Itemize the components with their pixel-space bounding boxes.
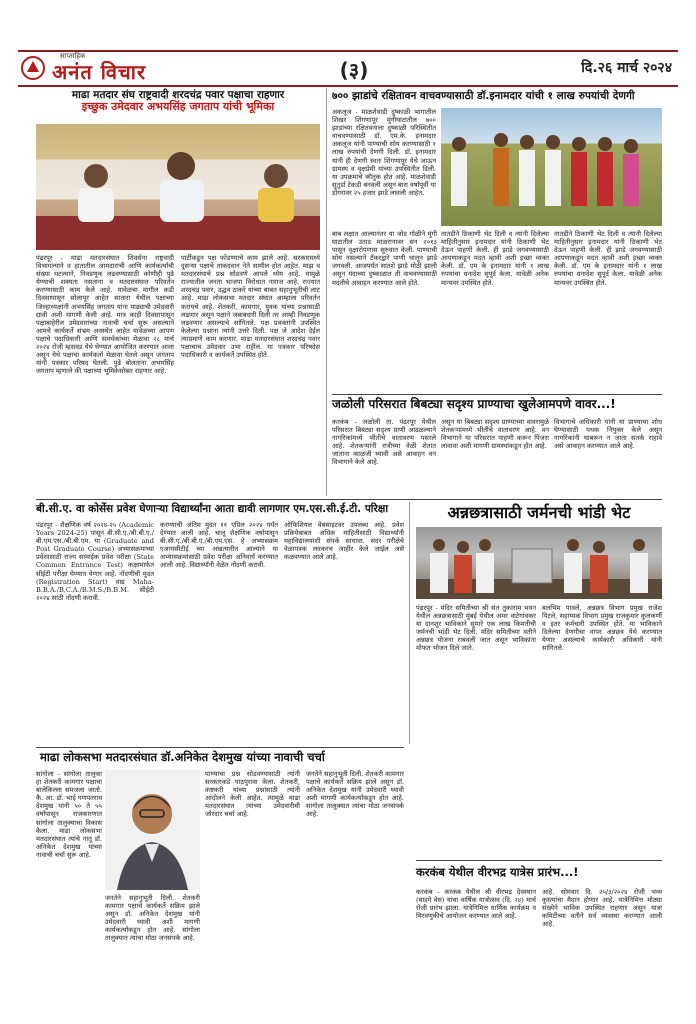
article-2-headline: ७०० झाडांचे रक्षितावन वाचवण्यासाठी डॉ.इनामदार यांची १ लाख रुपयांची देणगी <box>332 90 635 102</box>
article-2-body-col4: तातडीने ठिकाणी भेट दिली व त्यांनी दिलेल्या माहितीनुसार इनामदार यांनी ठिकाणी भेट देऊन पाहणी केली. ही झाडे जगवण्यासाठी आपणाकडून मदत व्हावी अशी इच्छा व्यक्त केली. डॉ. एम के इनामदार यांनी १ लाख रुपयांचा धनादेश सुपूर्द केला. यावेळी अनेक मान्यवर उपस्थित होते. <box>554 230 662 287</box>
issue-date: दि.२६ मार्च २०२४ <box>581 60 672 76</box>
article-6-body-col2: जनतेने सहानुभूती दिली. शेतकरी कामगार पक्षाचे कार्यकर्ते सक्रिय झाले असून डॉ. अनिकेत देशमुख यांनी उमेदवारी घ्यावी अशी मागणी कार्यकर्त्यांकडून होत आहे. सांगोला तालुक्यात त्यांचा मोठा जनसंपर्क आहे. <box>105 894 200 943</box>
article-2-body-col3: तातडीने ठिकाणी भेट दिली व त्यांनी दिलेल्या माहितीनुसार इनामदार यांनी ठिकाणी भेट देऊन पाहणी केली. ही झाडे जगवण्यासाठी आपणाकडून मदत व्हावी अशी इच्छा व्यक्त केली. डॉ. एम के इनामदार यांनी १ लाख रुपयांचा धनादेश सुपूर्द केला. यावेळी अनेक मान्यवर उपस्थित होते. <box>441 230 549 287</box>
masthead-brand <box>18 52 193 84</box>
logo-icon <box>20 55 46 81</box>
article-4-body-col1: पंढरपूर - शैक्षणिक वर्ष २०२४-२५ (Academic Years 2024-25) पासून बी.सी.ए./बी.बी.ए./बी.एम.एस./बी.बी.एम. या (Graduate and Post Graduate Course) अभ्यासक्रमाच्या प्रवेशासाठी राज्य सामाईक प्रवेश परीक्षा (State Common Entrance Test) कक्षामार्फत सीईटी परीक्षा घेण्यात येणार आहे. नोंदणीची मुदत (Registration Start) वाढ Maha-B.B.A./B.C.A./B.M.S./B.B.M. सीईटी २०२४ साठी नोंदणी करावी. <box>36 521 154 602</box>
article-3-body-col2: असून या बिबट्या सदृश्य प्राण्याच्या वावरामुळे शेतकऱ्यांमध्ये भीतीचे वातावरण आहे. वन विभागाने या परिसरात पाहणी करून पिंजरा लावावा अशी मागणी ग्रामस्थांकडून होत आहे. <box>441 418 549 451</box>
portrait-illustration <box>105 770 200 890</box>
article-1-body-col2: पार्टीकडून पक्ष फोडण्याचे काम झाले आहे. सरकारमध्ये दुसऱ्या पक्षाचे ताकदवान नेते सामील होत आहेत. माझ व मतदारसंघाचे प्रश्न सोडवणे आपले ध्येय आहे. यामुळे राज्यातील जनता भाजपा विरोधात नाराज आहे. राज्यात शरदचंद्र पवार, उद्धव ठाकरे यांच्या बाबत सहानुभूतीची लाट आहे. माढा लोकसभा मतदार संघात आम्हाला परिवर्तन करायचे आहे. शेतकरी, कामगार, युवक यांच्या प्रश्नासाठी लढणार असून पक्षाने जबाबदारी दिली तर आम्ही निवडणूक लढवणार असल्याचे सांगितले. पक्ष प्रवक्तांनी उपस्थित केलेल्या प्रश्नांना त्यांनी उत्तरे दिली. पक्ष जे आदेश देईल त्याप्रमाणे काम करणार. माढा मतदारसंघात शरदचंद्र पवार पक्षाचाच उमेदवार उभा राहील. या पत्रकार परिषदेस पदाधिकारी व कार्यकर्ते उपस्थित होते. <box>181 254 320 360</box>
page-number: (३) <box>339 58 369 82</box>
article-4-headline: बी.सी.ए. वा कोर्सेस प्रवेश घेणाऱ्या विद्यार्थ्यांना आता द्यावी लागणार एम.एस.सी.ई.टी. परिक्षा <box>36 503 389 515</box>
article-1-headline-line1: माढा मतदार संघ राष्ट्रवादी शरदचंद्र पवार पक्षाचा राहणार <box>71 89 285 101</box>
article-6-body-col1: सांगोला - सांगोला तालुका हा शेतकरी कामगार पक्षाचा बालेकिल्ला समजला जातो. कै. आ. डॉ. भाई गणपतराव देशमुख यांनी ५० ते ५५ वर्षांपासून राजकारणात सांगोला तालुक्याचा विकास केला. माढा लोकसभा मतदारसंघात त्यांचे नातू डॉ. अनिकेत देशमुख यांच्या नावाची चर्चा सुरू आहे. <box>36 770 102 859</box>
article-7-body-col1: करकंब - करकंब येथील श्री वीरभद्र देवस्थान (घाडगे वेस) यांचा वार्षिक यात्रोत्सव (दि. २४) मार्च रोजी प्रारंभ झाला. यात्रेनिमित्त धार्मिक कार्यक्रम व मिरवणुकीचे आयोजन करण्यात आले आहे. <box>416 888 536 921</box>
donation-handover-illustration <box>416 527 662 599</box>
article-5-body-col1: पंढरपूर - मंदिर समितीच्या श्री संत तुकाराम भवन येथील अन्नछत्रासाठी मुंबई येथील अमर वाटेगांवकर या दानशूर भाविकाने सुमारे एक लाख किमतीची जर्मनची भांडी भेट दिली. मंदिर समितीच्या वतीने अन्नछत्र योजना राबवली जात असून भाविकांना मोफत भोजन दिले जाते. <box>416 604 536 653</box>
newspaper-name: अनंत विचार <box>52 60 147 84</box>
article-5-body-col2: बलभिम पावले, अन्नछत्र विभाग प्रमुख राजेश पिटले, सहाय्यक विभाग प्रमुख राजकुमार कुलकर्णी व इतर कर्मचारी उपस्थित होते. या भाविकाने दिलेल्या देणगीचा वापर अन्नछत्र येथे करण्यात येणार असल्याचे कार्यकारी अधिकारी यांनी सांगितले. <box>542 604 662 653</box>
article-7-body-col2: आहे. सोमवार दि. २५/३/२०२४ रोजी भव्य कुस्त्यांचा मैदान होणार आहे. यात्रेनिमित्त मोठ्या संख्येने भाविक उपस्थित राहणार असून यात्रा कमिटीच्या वतीने सर्व व्यवस्था करण्यात आली आहे. <box>542 888 662 929</box>
masthead-bottom-rule <box>18 85 678 87</box>
article-4-body-col3: ऑफिशियल वेबसाइटवर उपलब्ध आहे. प्रवेश प्रक्रियेबाबत अधिक माहितीसाठी विद्यार्थ्यांनी महाविद्यालयाशी संपर्क साधावा. सदर परीक्षेचे वेळापत्रक लवकरच जाहीर केले जाईल असे कळवण्यात आले आहे. <box>284 521 404 562</box>
article-2-photo <box>441 108 662 226</box>
tree-plantation-group-illustration <box>441 108 662 226</box>
article-2-body-col2: बाब लक्षात आल्यानंतर या जोड गोळीने मुंगी घाटातील उताड माळरानावर सन २०१३ पासून वृक्षारोपणास सुरुवात केली. पाण्याची सोय नसल्याने टँकरद्वारे पाणी घालून झाडे जगवली. आजपर्यंत सातशे झाडे मोठी झाली असून यंदाच्या दुष्काळात ती वाचवण्यासाठी मदतीचे आवाहन करण्यात आले होते. <box>332 230 437 287</box>
press-conference-illustration <box>36 124 320 250</box>
article-3-body-col1: करकंब - जळोली ता. पंढरपूर येथील परिसरात बिबट्या सदृश्य प्राणी आढळल्याने नागरिकांमध्ये भीतीचे वातावरण पसरले आहे. शेतकऱ्यांनी रात्रीच्या वेळी शेतात जाताना काळजी घ्यावी असे आवाहन वन विभागाने केले आहे. <box>332 418 436 467</box>
section-rule-3 <box>36 747 404 748</box>
article-1-body-col1: पंढरपूर - माढा मतदारसंघात शिवसेना राष्ट्रवादी विभागल्याने व हातातील आमदारांची आणि कार्यकर्त्यांची संख्या घटल्याने, निवडणूक लढवण्यासाठी कोणीही पुढे येण्याची शक्यता नसताना व मतदारसंघात परिवर्तन करण्यासाठी काम केले आहे. यावेळचा मागील कडी दिवसापासून सोलापूर आहेत सातारा येथील पक्षाच्या जिल्हाध्यक्षांनी अभयसिंह जगताप यांना माढ्याची उमेदवारी द्यावी अशी मागणी केली आहे. मात्र काही दिवसापासून पक्षाबाहेरील उमेदवारांच्या नावाची चर्चा सुरू असल्याने आमचे कार्यकर्ते संभ्रम अवस्थेत आहेत यावेळच्या आपण पक्षाचे पदाधिकारी आणि समर्थकांच्या मेळावा २८ मार्च २०२४ रोजी म्हसवड येथे घेण्यात आयोजित करण्यात आला असून येथे पक्षाचा कार्यकर्ता मेळावा घेतले असून जगताप यांनी पत्रकार परिषद घेतली. पुढे बोलताना अभयसिंह जगताप म्हणाले की पक्षाच्या भूमिकेसोबत राहणार आहे. <box>36 254 174 376</box>
article-7-headline: करकंब येथील वीरभद्र यात्रेस प्रारंभ...! <box>416 865 579 879</box>
weekly-label: साप्ताहिक <box>60 52 86 60</box>
section-rule-4 <box>416 860 662 861</box>
article-2-body-col1: अकलूज - माळशेवाडी दुष्काळी भागातील शिखर शिंगणापूर मुंगीघाटातील ७०० झाडांच्या रक्षितवनाला दुष्काळी परिस्थितीत वाचवण्यासाठी डॉ. एम.के. इनामदार अकलूज यांनी पाण्याची सोय करण्यासाठी १ लाख रुपयांची देणगी दिली. डॉ. इनामदार यांनी ही देणगी स्वतः शिंगणापूर येथे जाऊन ग्रामस्थ व वृक्षप्रेमी यांच्या उपस्थितीत दिली. या उपक्रमाचे कौतुक होत आहे. माळशेवाडी सुतुर्डा टेकडी बनवली असून बारा वर्षांपूर्वी या डोंगरावर २५ हजार झाडे लावली आहेत. <box>332 108 436 197</box>
column-divider <box>326 88 327 496</box>
article-1-headline <box>36 89 320 114</box>
section-rule-2 <box>36 499 662 500</box>
article-5-photo <box>416 527 662 599</box>
section-rule <box>332 394 662 395</box>
column-divider-2 <box>409 502 410 744</box>
article-6-portrait <box>105 770 200 890</box>
article-5-headline: अन्नछत्रासाठी जर्मनची भांडी भेट <box>447 503 631 522</box>
article-1-headline-line2: इच्छुक उमेदवार अभयसिंह जगताप यांची भूमिका <box>81 100 275 114</box>
article-6-headline: माढा लोकसभा मतदारसंघात डॉ.अनिकेत देशमुख यांच्या नावाची चर्चा <box>40 750 325 764</box>
article-6-body-col4: जनतेने सहानुभूती दिली. शेतकरी कामगार पक्षाचे कार्यकर्ते सक्रिय झाले असून डॉ. अनिकेत देशमुख यांनी उमेदवारी घ्यावी अशी मागणी कार्यकर्त्यांकडून होत आहे. सांगोला तालुक्यात त्यांचा मोठा जनसंपर्क आहे. <box>306 770 404 819</box>
article-4-body-col2: करण्याची अंतिम मुदत ११ एप्रिल २०२४ पर्यंत देण्यात आली आहे. चालू शैक्षणिक वर्षापासून बी.सी.ए./बी.बी.ए./बी.एम.एस. हे अभ्यासक्रम एआयसीटीई च्या अखत्यारीत आल्याने या अभ्यासक्रमांसाठी प्रवेश परीक्षा अनिवार्य करण्यात आली आहे. विद्यार्थ्यांनी वेळेत नोंदणी करावी. <box>160 521 278 570</box>
article-6-body-col3: पाण्याचा प्रश्न सोडवण्यासाठी त्यांनी सरकारकडे पाठपुरावा केला. शेतकरी, कष्टकरी यांच्या प्रश्नांसाठी त्यांनी आंदोलने केली आहेत. त्यामुळे माढा मतदारसंघात त्यांच्या उमेदवारीची जोरदार चर्चा आहे. <box>205 770 300 819</box>
article-3-body-col3: विभागाचे अधिकारी यांनी या प्राण्याचा शोध घेण्यासाठी पथक नियुक्त केले असून नागरिकांनी घाबरून न जाता सतर्क राहावे असे आवाहन करण्यात आले आहे. <box>554 418 662 451</box>
article-3-headline: जळोली परिसरात बिबट्या सदृश्य प्राण्याचा खुलेआमपणे वावर...! <box>332 397 616 411</box>
masthead <box>18 52 678 84</box>
article-1-photo <box>36 124 320 250</box>
